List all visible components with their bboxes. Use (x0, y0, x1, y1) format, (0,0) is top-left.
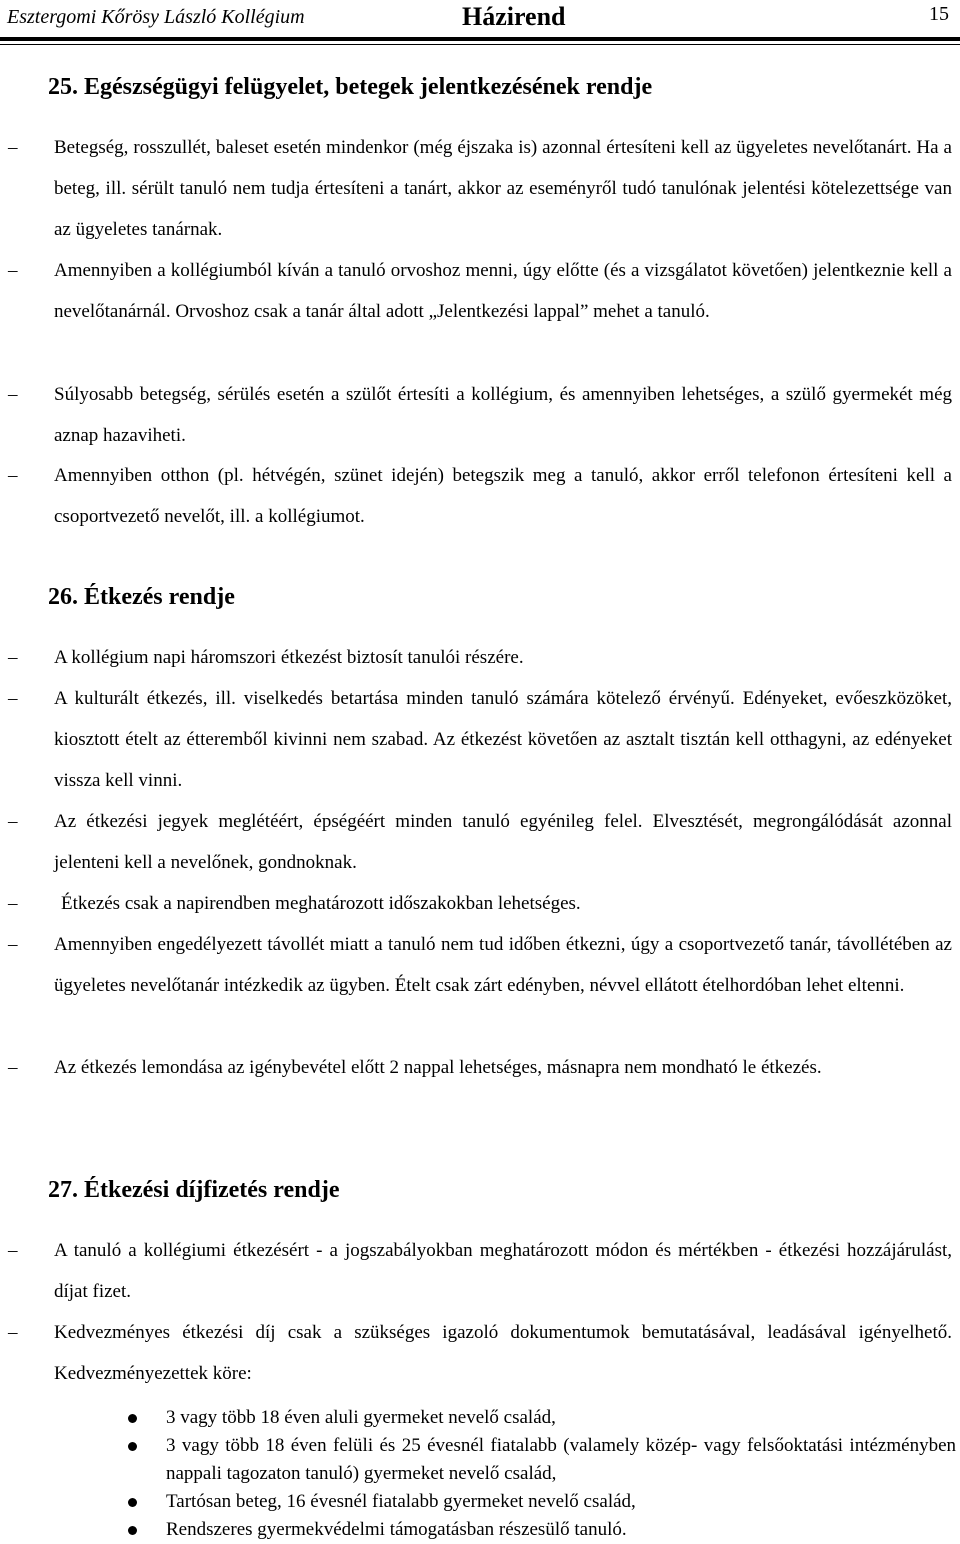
dash-bullet: – (8, 137, 18, 158)
list-item (8, 1047, 952, 1088)
list-item-text: Amennyiben otthon (pl. hétvégén, szünet idején) betegszik meg a tanuló, akkor erről telefonon értesíteni kell a csoportvezető nevelőt, ill. a kollégiumot. (54, 465, 952, 527)
list-item-text: Amennyiben a kollégiumból kíván a tanuló orvoshoz menni, úgy előtte (és a vizsgálatot követően) jelentkeznie kell a nevelőtanárnál. Orvoshoz csak a tanár által adott „Jelentkezési lappal” mehet a tanuló. (54, 260, 952, 322)
header-rule-thin (0, 44, 960, 45)
bullet-dot-icon (128, 1498, 137, 1507)
dash-bullet: – (8, 1057, 18, 1078)
section-heading-26 (48, 584, 235, 611)
list-item-text: Amennyiben engedélyezett távollét miatt a tanuló nem tud időben étkezni, úgy a csoportvezető tanár, távollétében az ügyeletes nevelőtanár intézkedik az ügyben. Ételt csak zárt edényben, névvel ellátott ételhordóban lehet eltenni. (54, 934, 952, 996)
list-item (8, 374, 952, 456)
list-item-text: Az étkezés lemondása az igénybevétel előtt 2 nappal lehetséges, másnapra nem mondható le étkezés. (54, 1057, 822, 1078)
bullet-dot-icon (128, 1414, 137, 1423)
list-item-text: Kedvezményes étkezési díj csak a szükséges igazoló dokumentumok bemutatásával, leadásával igényelhető. Kedvezményezettek köre: (54, 1322, 952, 1384)
list-item-text: Betegség, rosszullét, baleset esetén mindenkor (még éjszaka is) azonnal értesíteni kell az ügyeletes nevelőtanárt. Ha a beteg, ill. sérült tanuló nem tudja értesíteni a tanárt, akkor az eseményről tudó tanulónak jelentési kötelezettsége van az ügyeletes tanárnak. (54, 137, 952, 240)
section-title: Egészségügyi felügyelet, betegek jelentkezésének rendje (84, 74, 653, 100)
dash-bullet: – (8, 1240, 18, 1261)
list-item (8, 883, 952, 924)
list-item (8, 455, 952, 537)
document-title: Házirend (462, 2, 566, 31)
list-item-text: Az étkezési jegyek meglétéért, épségéért minden tanuló egyénileg felel. Elvesztését, megrongálódását azonnal jelenteni kell a nevelőnek, gondnoknak. (54, 811, 952, 873)
bullet-text: Tartósan beteg, 16 évesnél fiatalabb gyermeket nevelő család, (166, 1491, 636, 1512)
list-item-text: Súlyosabb betegség, sérülés esetén a szülőt értesíti a kollégium, és amennyiben lehetséges, a szülő gyermekét még aznap hazaviheti. (54, 384, 952, 446)
bullet-item (124, 1516, 956, 1544)
header-rule-thick (0, 37, 960, 41)
section-number: 27. (48, 1177, 78, 1203)
list-item (8, 924, 952, 1006)
page-header (0, 0, 960, 42)
bullet-item (124, 1404, 956, 1432)
institution-name: Esztergomi Kőrösy László Kollégium (7, 6, 305, 28)
dash-bullet: – (8, 1322, 18, 1343)
page-number: 15 (929, 3, 949, 25)
list-item (8, 1312, 952, 1394)
list-item (8, 801, 952, 883)
bullet-text: 3 vagy több 18 éven aluli gyermeket nevelő család, (166, 1407, 556, 1428)
section-number: 25. (48, 74, 78, 100)
dash-bullet: – (8, 688, 18, 709)
bullet-dot-icon (128, 1442, 137, 1451)
list-item (8, 250, 952, 332)
list-item-text: A kollégium napi háromszori étkezést biztosít tanulói részére. (54, 647, 524, 668)
dash-bullet: – (8, 465, 18, 486)
bullet-dot-icon (128, 1526, 137, 1535)
section-heading-25 (48, 74, 652, 101)
section-title: Étkezés rendje (84, 584, 235, 610)
dash-bullet: – (8, 260, 18, 281)
dash-bullet: – (8, 934, 18, 955)
list-item (8, 127, 952, 250)
beneficiary-list (124, 1404, 956, 1544)
bullet-item (124, 1488, 956, 1516)
list-item-text: A kulturált étkezés, ill. viselkedés betartása minden tanuló számára kötelező érvényű. Edényeket, evőeszközöket, kiosztott ételt az étteremből kivinni nem szabad. Az étkezést követően az asztalt tisztán kell otthagyni, az edényeket vissza kell vinni. (54, 688, 952, 791)
dash-bullet: – (8, 811, 18, 832)
list-item (8, 637, 952, 678)
section-title: Étkezési díjfizetés rendje (84, 1177, 340, 1203)
section-heading-27 (48, 1177, 339, 1204)
dash-bullet: – (8, 384, 18, 405)
bullet-item (124, 1432, 956, 1488)
list-item (8, 1230, 952, 1312)
dash-bullet: – (8, 647, 18, 668)
list-item (8, 678, 952, 801)
list-item-text: A tanuló a kollégiumi étkezésért - a jogszabályokban meghatározott módon és mértékben - étkezési hozzájárulást, díjat fizet. (54, 1240, 952, 1302)
list-item-text: Étkezés csak a napirendben meghatározott időszakokban lehetséges. (61, 893, 581, 914)
dash-bullet: – (8, 893, 18, 914)
bullet-text: 3 vagy több 18 éven felüli és 25 évesnél fiatalabb (valamely közép- vagy felsőoktatási intézményben nappali tagozaton tanuló) gyermeket nevelő család, (166, 1435, 956, 1484)
section-number: 26. (48, 584, 78, 610)
bullet-text: Rendszeres gyermekvédelmi támogatásban részesülő tanuló. (166, 1519, 627, 1540)
